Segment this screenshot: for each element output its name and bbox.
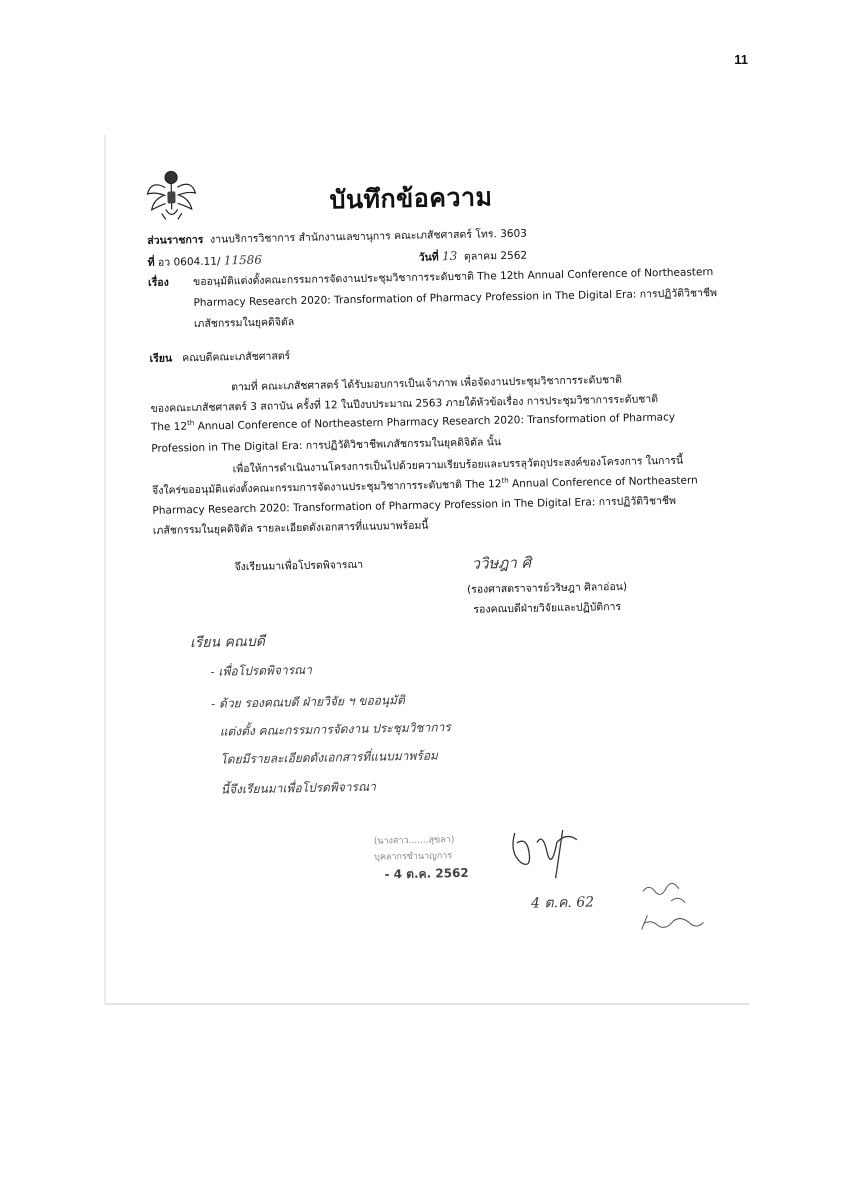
document-title: บันทึกข้อความ: [329, 182, 493, 215]
agency-value: งานบริการวิชาการ สำนักงานเลขานุการ คณะเภสัชศาสตร์ โทร. 3603: [209, 227, 528, 246]
initials-scribble-icon: [635, 874, 726, 946]
date-label: วันที่: [418, 251, 439, 264]
to-label: เรียน: [149, 352, 173, 365]
para2-line-3: Pharmacy Research 2020: Transformation of Pharmacy Profession in The Digital Era: การปฏิวัติวิชาชีพ: [152, 494, 677, 517]
para1-line-1: ตามที่ คณะเภสัชศาสตร์ ได้รับมอบการเป็นเจ้าภาพ เพื่อจัดงานประชุมวิชาการระดับชาติ: [231, 373, 623, 394]
handwritten-note-3: - ด้วย รองคณบดี ฝ่ายวิจัย ฯ ขออนุมัติ: [211, 693, 405, 711]
handwritten-note-1: เรียน คณบดี: [189, 633, 266, 652]
signature: ววิษฎา ศิ: [471, 553, 532, 573]
approval-signature-icon: [507, 822, 588, 884]
closing-line: จึงเรียนมาเพื่อโปรดพิจารณา: [234, 558, 364, 574]
subject-line-1: ขออนุมัติแต่งตั้งคณะกรรมการจัดงานประชุมวิชาการระดับชาติ The 12th Annual Conference of Northeastern: [192, 266, 714, 289]
ref-value: อว 0604.11/: [157, 255, 221, 269]
signer-name: (รองศาสตราจารย์วริษฎา ศิลาอ่อน): [466, 580, 628, 596]
garuda-emblem-icon: [145, 165, 198, 222]
agency-row: [147, 225, 527, 249]
handwritten-note-6: นี้จึงเรียนมาเพื่อโปรดพิจารณา: [220, 779, 377, 797]
ref-handwritten: 11586: [223, 252, 263, 268]
handwritten-note-5: โดยมีรายละเอียดดังเอกสารที่แนบมาพร้อม: [220, 748, 439, 767]
para2-line-2: จึงใคร่ขออนุมัติแต่งตั้งคณะกรรมการจัดงานประชุมวิชาการระดับชาติ The 12th Annual Conference of Northeastern: [151, 474, 698, 497]
stamp-signer: (นางสาว.......สุขลา): [373, 835, 455, 847]
approval-date: 4 ต.ค. 62: [530, 894, 595, 912]
para1-line-3: The 12th Annual Conference of Northeastern Pharmacy Research 2020: Transformation of Pharmacy: [150, 411, 676, 434]
signer-title: รองคณบดีฝ่ายวิจัยและปฏิบัติการ: [473, 600, 622, 616]
handwritten-note-4: แต่งตั้ง คณะกรรมการจัดงาน ประชุมวิชาการ: [219, 720, 451, 739]
reference-row: [148, 252, 263, 271]
date-handwritten: 13: [441, 248, 458, 264]
agency-label: ส่วนราชการ: [147, 233, 204, 247]
subject-line-2: Pharmacy Research 2020: Transformation of Pharmacy Profession in The Digital Era: การปฏิวัติวิชาชีพ: [193, 286, 718, 310]
para1-line-4: Profession in The Digital Era: การปฏิวัติวิชาชีพเภสัชกรรมในยุคดิจิตัล นั้น: [151, 436, 502, 455]
date-value: ตุลาคม 2562: [463, 249, 528, 263]
handwritten-note-2: - เพื่อโปรดพิจารณา: [210, 662, 313, 679]
para2-line-4: เภสัชกรรมในยุคดิจิตัล รายละเอียดดังเอกสารที่แนบมาพร้อมนี้: [152, 519, 429, 537]
recipient-row: [149, 347, 290, 367]
page-number: 11: [734, 52, 748, 67]
para2-line-1: เพื่อให้การดำเนินงานโครงการเป็นไปด้วยความเรียบร้อยและบรรลุวัตถุประสงค์ของโครงการ ในการนี้: [232, 454, 684, 476]
subject-label: เรื่อง: [147, 276, 169, 289]
to-value: คณบดีคณะเภสัชศาสตร์: [182, 350, 291, 365]
stamp-role: บุคลากรชำนาญการ: [374, 851, 453, 863]
stamp-date: - 4 ต.ค. 2562: [384, 865, 469, 882]
scanned-memo: [104, 135, 749, 1005]
date-row: [419, 247, 528, 266]
subject-line-3: เภสัชกรรมในยุคดิจิตัล: [193, 316, 295, 331]
ref-label: ที่: [147, 256, 155, 269]
para1-line-2: ของคณะเภสัชศาสตร์ 3 สถาบัน ครั้งที่ 12 ในปีงบประมาณ 2563 ภายใต้หัวข้อเรื่อง การประชุมวิชาการระดับชาติ: [150, 393, 659, 415]
